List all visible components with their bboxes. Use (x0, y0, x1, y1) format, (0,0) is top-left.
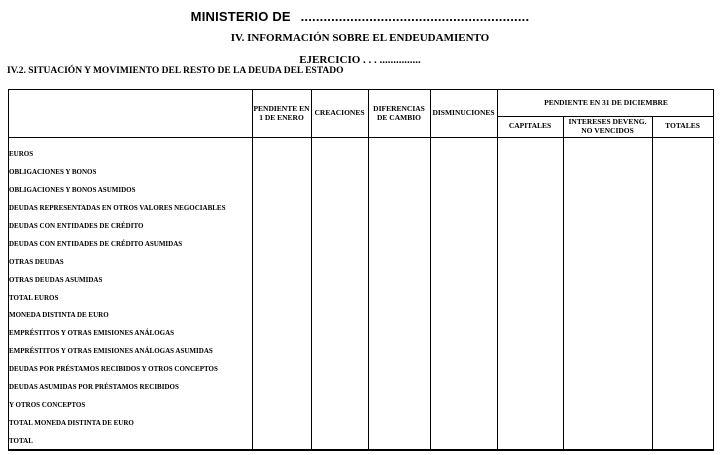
subsection-title: IV.2. SITUACIÓN Y MOVIMIENTO DEL RESTO DE LA DEUDA DEL ESTADO (7, 66, 344, 76)
row-label: OBLIGACIONES Y BONOS ASUMIDOS (9, 186, 136, 194)
header-capitales: CAPITALES (508, 121, 552, 131)
row-label: TOTAL MONEDA DISTINTA DE EURO (9, 419, 134, 427)
header-diferencias-cambio: DIFERENCIAS DE CAMBIO (373, 104, 425, 122)
header-totales: TOTALES (665, 121, 700, 131)
col-divider (497, 90, 498, 449)
row-label: TOTAL EUROS (9, 294, 59, 302)
exercise-line: EJERCICIO . . . ............... (299, 54, 421, 66)
row-label: Y OTROS CONCEPTOS (9, 401, 86, 409)
row-label: DEUDAS CON ENTIDADES DE CRÉDITO (9, 222, 144, 230)
col-divider (563, 116, 564, 449)
row-label: TOTAL (9, 437, 33, 445)
col-divider (430, 90, 431, 449)
header-creaciones: CREACIONES (314, 108, 365, 118)
bottom-rule (8, 450, 714, 451)
col-divider (368, 90, 369, 449)
row-label: MONEDA DISTINTA DE EURO (9, 311, 109, 319)
header-bottom-rule (9, 137, 713, 138)
header-pendiente-enero: PENDIENTE EN 1 DE ENERO (253, 104, 310, 122)
header-pendiente-diciembre: PENDIENTE EN 31 DE DICIEMBRE (544, 97, 668, 107)
ministry-blank: ............................................................ (300, 9, 530, 24)
row-label: OBLIGACIONES Y BONOS (9, 168, 97, 176)
row-label: DEUDAS REPRESENTADAS EN OTROS VALORES NEGOCIABLES (9, 204, 226, 212)
header-intereses: INTERESES DEVENG. NO VENCIDOS (568, 117, 647, 135)
row-label: OTRAS DEUDAS (9, 258, 64, 266)
ministry-heading (0, 9, 720, 24)
row-label: DEUDAS ASUMIDAS POR PRÉSTAMOS RECIBIDOS (9, 383, 179, 391)
row-label: OTRAS DEUDAS ASUMIDAS (9, 276, 103, 284)
row-label: DEUDAS POR PRÉSTAMOS RECIBIDOS Y OTROS CONCEPTOS (9, 365, 218, 373)
row-label: EMPRÉSTITOS Y OTRAS EMISIONES ANÁLOGAS ASUMIDAS (9, 347, 213, 355)
header-disminuciones: DISMINUCIONES (432, 108, 495, 118)
col-divider (311, 90, 312, 449)
ministry-label: MINISTERIO DE (190, 9, 291, 24)
col-divider (652, 116, 653, 449)
col-divider (252, 90, 253, 449)
row-label: EMPRÉSTITOS Y OTRAS EMISIONES ANÁLOGAS (9, 329, 175, 337)
debt-table (8, 89, 714, 450)
section-title: IV. INFORMACIÓN SOBRE EL ENDEUDAMIENTO (230, 32, 490, 44)
row-label: EUROS (9, 150, 34, 158)
row-label: DEUDAS CON ENTIDADES DE CRÉDITO ASUMIDAS (9, 240, 183, 248)
